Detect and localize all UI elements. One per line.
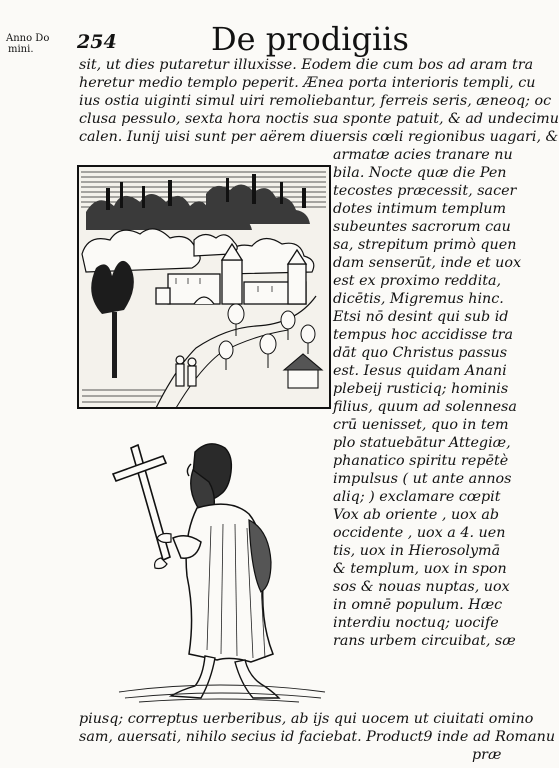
text-line: tecostes præcessit, sacer (333, 183, 517, 199)
text-line: phanatico spiritu repētè (333, 453, 509, 469)
catchword: præ (472, 747, 502, 763)
woodcut-prophet-with-cross (109, 430, 330, 704)
margin-note (6, 33, 76, 55)
text-line: dam senserūt, inde et uox (333, 255, 522, 271)
text-line: ius ostia uiginti simul uiri remoliebantur, ferreis seris, æneoq; oc (79, 93, 552, 109)
text-line: sa, strepitum primò quen (333, 237, 517, 253)
margin-note-line: Anno Do (6, 33, 50, 44)
text-line: tempus hoc accidisse tra (333, 327, 513, 343)
text-line: sam, auersati, nihilo secius id faciebat. Product9 inde ad Romanu (79, 729, 556, 745)
text-line: armatæ acies tranare nu (333, 147, 513, 163)
text-line: plo statuebātur Attegiæ, (333, 435, 511, 451)
text-line: Vox ab oriente , uox ab (333, 507, 500, 523)
text-line: in omnē populum. Hæc (333, 597, 503, 613)
text-line: tis, uox in Hierosolymā (333, 543, 501, 559)
running-title: De prodigiis (211, 20, 409, 58)
text-line: sit, ut dies putaretur illuxisse. Eodem die cum bos ad aram tra (79, 57, 534, 73)
text-line: dotes intimum templum (333, 201, 507, 217)
text-line: calen. Iunij uisi sunt per aërem diuersis cœli regionibus uagari, & (79, 129, 559, 145)
text-line: rans urbem circuibat, sæ (333, 633, 516, 649)
text-line: interdiu noctuq; uocife (333, 615, 499, 631)
text-line: impulsus ( ut ante annos (333, 471, 512, 487)
text-line: & templum, uox in spon (333, 561, 507, 577)
text-line: filius, quum ad solennesa (333, 399, 517, 415)
text-line: bila. Nocte quæ die Pen (333, 165, 507, 181)
text-line: dicētis, Migremus hinc. (333, 291, 504, 307)
text-line: clusa pessulo, sexta hora noctis sua sponte patuit, & ad undecimu (79, 111, 559, 127)
text-line: Etsi nō desint qui sub id (333, 309, 509, 325)
text-line: dāt quo Christus passus (333, 345, 508, 361)
margin-note-line: mini. (8, 44, 34, 55)
text-line: occidente , uox a 4. uen (333, 525, 506, 541)
text-line: crū uenisset, quo in tem (333, 417, 509, 433)
woodcut-city-apparition (76, 164, 332, 410)
text-line: subeuntes sacrorum cau (333, 219, 511, 235)
text-line: plebeij rusticiq; hominis (333, 381, 509, 397)
text-line: heretur medio templo peperit. Ænea porta interioris templi, cu (79, 75, 536, 91)
text-line: est ex proximo reddita, (333, 273, 502, 289)
text-line: sos & nouas nuptas, uox (333, 579, 510, 595)
text-line: aliq; ) exclamare cœpit (333, 489, 501, 505)
page-number: 254 (77, 31, 117, 53)
text-line: est. Iesus quidam Anani (333, 363, 507, 379)
text-line: piusq; correptus uerberibus, ab ijs qui uocem ut ciuitati omino (79, 711, 534, 727)
